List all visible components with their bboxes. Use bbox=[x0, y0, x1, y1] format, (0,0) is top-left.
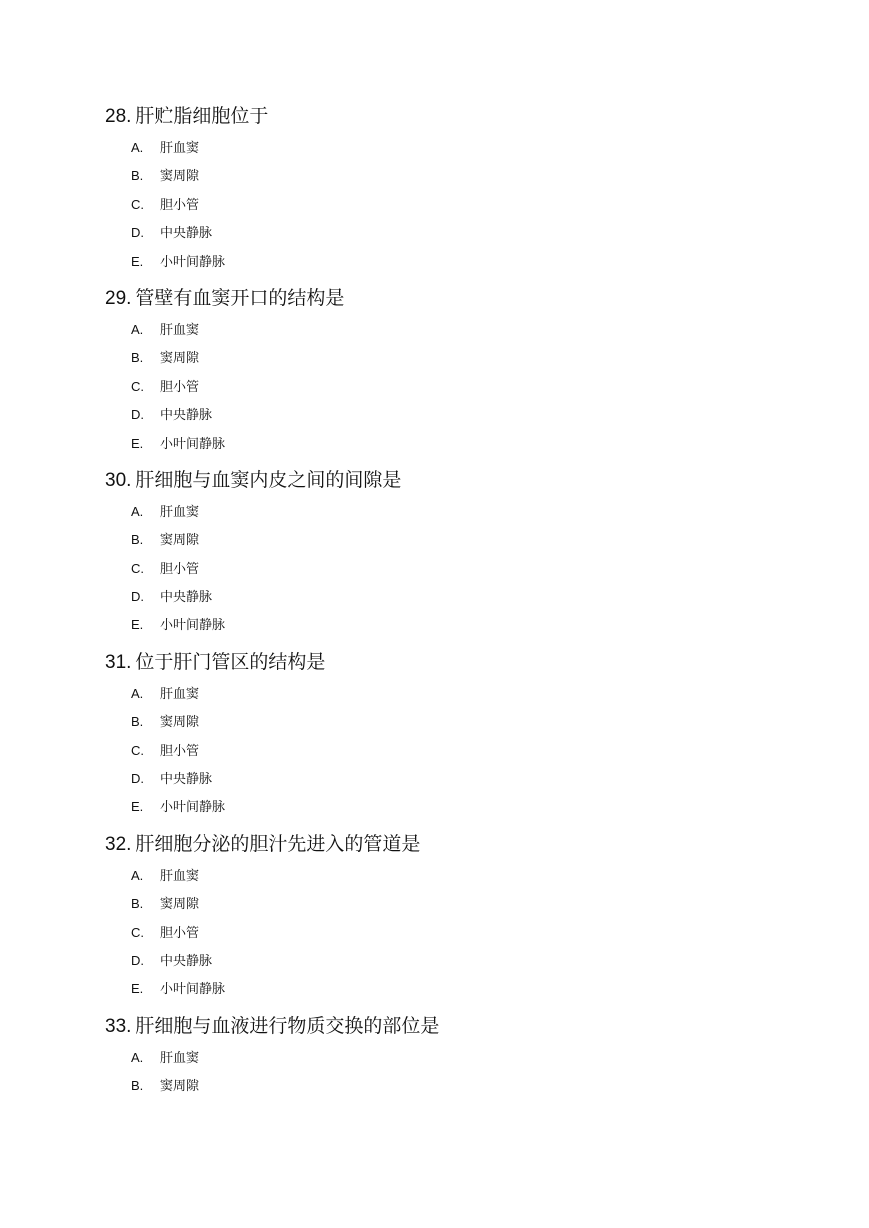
question-text: 肝细胞分泌的胆汁先进入的管道是 bbox=[135, 832, 421, 855]
option-a bbox=[131, 684, 869, 712]
question-text: 肝细胞与血液进行物质交换的部位是 bbox=[135, 1014, 440, 1037]
option-text: 窦周隙 bbox=[160, 715, 200, 731]
option-a bbox=[131, 502, 869, 530]
option-text: 胆小管 bbox=[160, 197, 200, 213]
option-a bbox=[131, 138, 869, 166]
option-text: 肝血窦 bbox=[160, 141, 200, 156]
option-c bbox=[131, 559, 869, 587]
option-letter: B. bbox=[131, 350, 144, 366]
option-letter: C. bbox=[131, 924, 144, 940]
option-text: 中央静脉 bbox=[160, 953, 213, 969]
option-c bbox=[131, 195, 869, 223]
question-number: 31. bbox=[105, 651, 132, 673]
question-32 bbox=[105, 832, 869, 1008]
question-33 bbox=[105, 1014, 869, 1105]
option-e bbox=[131, 615, 869, 643]
question-31 bbox=[105, 650, 869, 826]
option-text: 肝血窦 bbox=[160, 1050, 200, 1066]
option-b bbox=[131, 894, 869, 922]
question-30 bbox=[105, 468, 869, 644]
option-letter: A. bbox=[131, 867, 144, 883]
option-text: 肝血窦 bbox=[160, 322, 200, 338]
option-text: 肝血窦 bbox=[160, 686, 200, 702]
option-text: 小叶间静脉 bbox=[160, 618, 226, 634]
option-text: 肝血窦 bbox=[160, 504, 200, 520]
option-d bbox=[131, 405, 869, 433]
option-letter: A. bbox=[131, 685, 144, 701]
question-text: 肝细胞与血窦内皮之间的间隙是 bbox=[135, 468, 402, 491]
option-letter: B. bbox=[131, 532, 144, 548]
option-text: 小叶间静脉 bbox=[160, 982, 226, 998]
option-letter: B. bbox=[131, 1078, 144, 1094]
question-number: 29. bbox=[105, 287, 132, 309]
option-letter: B. bbox=[131, 168, 144, 184]
question-text: 管壁有血窦开口的结构是 bbox=[135, 286, 345, 309]
option-text: 小叶间静脉 bbox=[160, 254, 226, 270]
option-letter: A. bbox=[131, 321, 144, 337]
option-text: 窦周隙 bbox=[160, 169, 200, 185]
option-text: 小叶间静脉 bbox=[160, 800, 226, 816]
option-text: 中央静脉 bbox=[160, 226, 213, 242]
option-letter: C. bbox=[131, 742, 144, 758]
option-list bbox=[105, 320, 869, 462]
option-list bbox=[105, 866, 869, 1008]
option-letter: E. bbox=[131, 981, 144, 997]
option-text: 小叶间静脉 bbox=[160, 436, 226, 452]
question-title bbox=[105, 104, 869, 128]
option-e bbox=[131, 797, 869, 825]
question-number: 33. bbox=[105, 1015, 132, 1037]
question-title bbox=[105, 832, 869, 856]
question-text: 位于肝门管区的结构是 bbox=[135, 650, 326, 673]
option-letter: E. bbox=[131, 435, 144, 451]
option-letter: D. bbox=[131, 589, 144, 605]
option-e bbox=[131, 434, 869, 462]
option-d bbox=[131, 587, 869, 615]
option-letter: A. bbox=[131, 140, 144, 155]
option-e bbox=[131, 979, 869, 1007]
option-text: 中央静脉 bbox=[160, 590, 213, 606]
option-text: 中央静脉 bbox=[160, 772, 213, 788]
question-number: 30. bbox=[105, 469, 132, 491]
option-d bbox=[131, 223, 869, 251]
question-title bbox=[105, 468, 869, 492]
option-list bbox=[105, 684, 869, 826]
option-letter: C. bbox=[131, 378, 144, 394]
option-letter: B. bbox=[131, 714, 144, 730]
option-text: 窦周隙 bbox=[160, 351, 200, 367]
option-letter: A. bbox=[131, 503, 144, 519]
option-c bbox=[131, 741, 869, 769]
option-text: 胆小管 bbox=[160, 743, 200, 759]
option-b bbox=[131, 166, 869, 194]
option-a bbox=[131, 1048, 869, 1076]
option-letter: A. bbox=[131, 1049, 144, 1065]
option-list bbox=[105, 502, 869, 644]
option-list bbox=[105, 138, 869, 280]
option-d bbox=[131, 769, 869, 797]
option-e bbox=[131, 252, 869, 280]
option-text: 肝血窦 bbox=[160, 868, 200, 884]
option-letter: E. bbox=[131, 799, 144, 815]
option-text: 窦周隙 bbox=[160, 1079, 200, 1095]
question-text: 肝贮脂细胞位于 bbox=[135, 105, 269, 127]
option-text: 胆小管 bbox=[160, 379, 200, 395]
option-c bbox=[131, 377, 869, 405]
option-letter: D. bbox=[131, 771, 144, 787]
question-number: 28. bbox=[105, 106, 132, 127]
option-letter: B. bbox=[131, 896, 144, 912]
question-title bbox=[105, 1014, 869, 1038]
question-number: 32. bbox=[105, 833, 132, 855]
question-29 bbox=[105, 286, 869, 462]
option-text: 窦周隙 bbox=[160, 897, 200, 913]
option-letter: D. bbox=[131, 407, 144, 423]
option-a bbox=[131, 320, 869, 348]
option-d bbox=[131, 951, 869, 979]
option-letter: D. bbox=[131, 225, 144, 241]
option-b bbox=[131, 530, 869, 558]
option-a bbox=[131, 866, 869, 894]
option-text: 胆小管 bbox=[160, 561, 200, 577]
option-list bbox=[105, 1048, 869, 1105]
option-letter: C. bbox=[131, 196, 144, 212]
option-b bbox=[131, 1076, 869, 1104]
option-text: 胆小管 bbox=[160, 925, 200, 941]
option-letter: E. bbox=[131, 617, 144, 633]
question-28 bbox=[105, 104, 869, 280]
question-title bbox=[105, 286, 869, 310]
option-b bbox=[131, 712, 869, 740]
option-letter: C. bbox=[131, 560, 144, 576]
question-title bbox=[105, 650, 869, 674]
option-c bbox=[131, 923, 869, 951]
option-text: 中央静脉 bbox=[160, 408, 213, 424]
option-b bbox=[131, 348, 869, 376]
option-letter: E. bbox=[131, 253, 144, 269]
option-letter: D. bbox=[131, 952, 144, 968]
option-text: 窦周隙 bbox=[160, 533, 200, 549]
